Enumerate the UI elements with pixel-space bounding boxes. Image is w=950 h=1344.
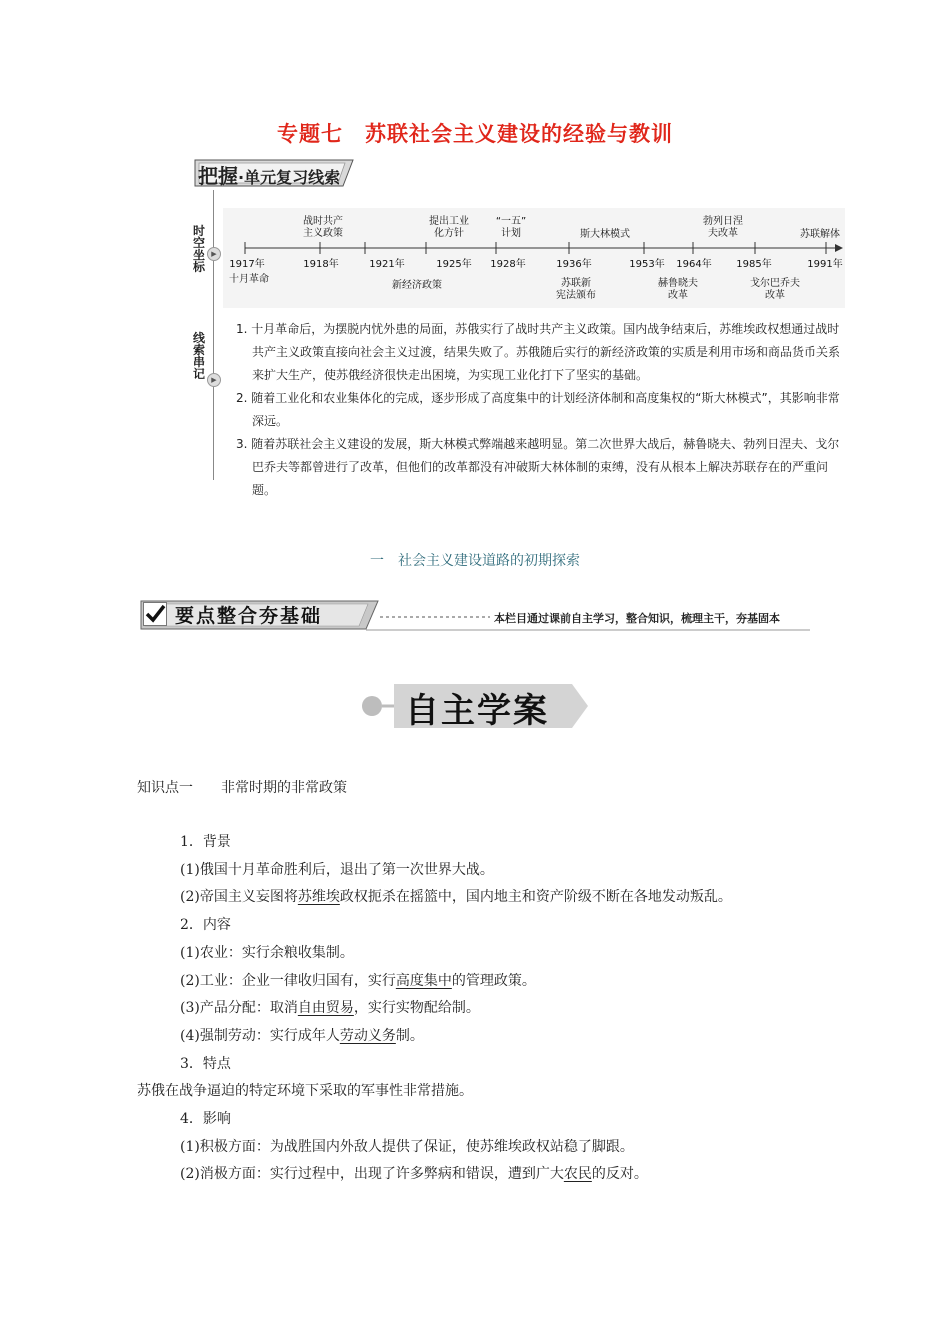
heading-features: 3．特点	[180, 1055, 231, 1072]
timeline-top-label: 苏联解体	[800, 229, 840, 240]
impact-item: (2)消极方面：实行过程中，出现了许多弊病和错误，遭到广大农民的反对。	[180, 1166, 648, 1183]
key-points-title: 要点整合夯基础	[175, 605, 323, 627]
timeline-year: 1921年	[369, 259, 405, 270]
play-icon: ▶	[207, 373, 221, 387]
timeline-year: 1985年	[736, 259, 772, 270]
content-item: (3)产品分配：取消自由贸易，实行实物配给制。	[180, 1000, 480, 1017]
timeline-year: 1928年	[490, 259, 526, 270]
side-label-clues	[191, 332, 207, 380]
knowledge-point-heading: 知识点一 非常时期的非常政策	[137, 780, 347, 796]
underlined-answer: 农民	[563, 1166, 592, 1183]
review-banner-title	[198, 160, 340, 189]
content-item: (2)工业：企业一律收归国有，实行高度集中的管理政策。	[180, 972, 536, 989]
timeline-year: 1936年	[556, 259, 592, 270]
banner-bold-text: 把握	[198, 164, 238, 188]
key-points-note: 本栏目通过课前自主学习，整合知识，梳理主干，夯基固本	[494, 612, 780, 625]
play-icon: ▶	[207, 247, 221, 261]
side-rail	[213, 190, 214, 480]
features-text: 苏俄在战争逼迫的特定环境下采取的军事性非常措施。	[137, 1083, 473, 1100]
study-title: 自主学案	[405, 691, 549, 731]
knowledge-content	[137, 829, 827, 1189]
banner-rest-text: ·单元复习线索	[238, 168, 341, 187]
timeline-top-label: 斯大林模式	[580, 229, 630, 240]
impact-item: (1)积极方面：为战胜国内外敌人提供了保证，使苏维埃政权站稳了脚跟。	[180, 1138, 634, 1155]
side-label-timeline-text: 时空坐标	[193, 224, 206, 274]
timeline-bottom-label: 十月革命	[229, 274, 269, 285]
underlined-answer: 苏维埃	[297, 889, 340, 906]
timeline-year: 1918年	[303, 259, 339, 270]
timeline-year: 1953年	[629, 259, 665, 270]
side-label-timeline	[191, 225, 207, 273]
section-title: 一 社会主义建设道路的初期探索	[370, 553, 580, 569]
timeline-bottom-label: 苏联新 宪法颁布	[556, 278, 596, 301]
checkmark-icon	[143, 602, 167, 626]
timeline-bottom-label: 赫鲁晓夫 改革	[658, 278, 698, 301]
heading-background: 1．背景	[180, 834, 231, 850]
content-item: (1)农业：实行余粮收集制。	[180, 944, 354, 961]
underlined-answer: 自由贸易	[297, 1000, 354, 1017]
side-label-clues-text: 线索串记	[193, 331, 206, 381]
timeline-top-label: “一五” 计划	[495, 216, 527, 239]
timeline-top-label: 战时共产 主义政策	[303, 216, 343, 239]
page-title: 专题七 苏联社会主义建设的经验与教训	[277, 122, 673, 146]
background-item: (2)帝国主义妄图将苏维埃政权扼杀在摇篮中，国内地主和资产阶级不断在各地发动叛乱。	[180, 889, 732, 906]
heading-impact: 4．影响	[180, 1111, 231, 1128]
clue-item: 3. 随着苏联社会主义建设的发展，斯大林模式弊端越来越明显。第二次世界大战后，赫鲁晓夫、勃列日涅夫、戈尔巴乔夫等都曾进行了改革，但他们的改革都没有冲破斯大林体制的束缚，没有从根本上解决苏联存在的严重问题。	[236, 437, 840, 497]
clue-item: 2. 随着工业化和农业集体化的完成，逐步形成了高度集中的计划经济体制和高度集权的“斯大林模式”，其影响非常深远。	[236, 391, 840, 428]
clue-list	[236, 318, 846, 502]
heading-content: 2．内容	[180, 917, 231, 934]
content-item: (4)强制劳动：实行成年人劳动义务制。	[180, 1027, 424, 1044]
timeline-bottom-label: 戈尔巴乔夫 改革	[750, 278, 800, 301]
underlined-answer: 劳动义务	[339, 1027, 396, 1044]
timeline-bottom-label: 新经济政策	[392, 280, 442, 291]
timeline-year: 1917年	[229, 259, 265, 270]
timeline-year: 1991年	[807, 259, 843, 270]
timeline-top-label: 勃列日涅 夫改革	[703, 216, 743, 239]
timeline-year: 1925年	[436, 259, 472, 270]
background-item: (1)俄国十月革命胜利后，退出了第一次世界大战。	[180, 861, 494, 878]
timeline-top-label: 提出工业 化方针	[429, 216, 469, 239]
timeline-year: 1964年	[676, 259, 712, 270]
clue-item: 1. 十月革命后，为摆脱内忧外患的局面，苏俄实行了战时共产主义政策。国内战争结束后，苏维埃政权想通过战时共产主义政策直接向社会主义过渡，结果失败了。苏俄随后实行的新经济政策的实质是利用市场和商品货币关系来扩大生产，使苏俄经济很快走出困境，为实现工业化打下了坚实的基础。	[236, 322, 841, 382]
underlined-answer: 高度集中	[395, 972, 452, 989]
